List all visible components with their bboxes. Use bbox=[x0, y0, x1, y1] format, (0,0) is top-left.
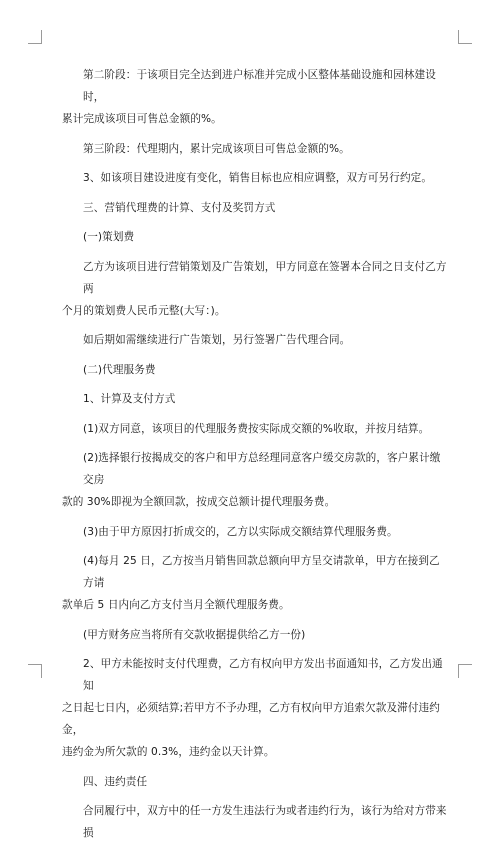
crop-mark-top-left bbox=[28, 30, 42, 44]
paragraph bbox=[62, 359, 447, 381]
paragraph-line: 第三阶段：代理期内，累计完成该项目可售总金额的%。 bbox=[83, 142, 350, 155]
document-body bbox=[62, 64, 447, 852]
paragraph-line: 三、营销代理费的计算、支付及奖罚方式 bbox=[83, 201, 276, 214]
paragraph-line: 之日起七日内，必须结算;若甲方不予办理，乙方有权向甲方追索欠款及滞付违约金， bbox=[62, 702, 440, 736]
paragraph-line: 第二阶段：于该项目完全达到进户标准并完成小区整体基础设施和园林建设时， bbox=[83, 69, 436, 103]
crop-mark-bottom-right bbox=[458, 664, 472, 678]
paragraph bbox=[62, 550, 447, 616]
paragraph bbox=[62, 418, 447, 440]
paragraph-line: (3)由于甲方原因打折成交的，乙方以实际成交额结算代理服务费。 bbox=[83, 525, 398, 538]
paragraph-line: (甲方财务应当将所有交款收据提供给乙方一份) bbox=[83, 628, 306, 641]
paragraph bbox=[62, 447, 447, 513]
paragraph bbox=[62, 800, 447, 844]
paragraph-line: 如后期如需继续进行广告策划，另行签署广告代理合同。 bbox=[83, 334, 351, 346]
paragraph bbox=[62, 521, 447, 543]
paragraph-line: (4)每月 25 日，乙方按当月销售回款总额向甲方呈交请款单，甲方在接到乙方请 bbox=[83, 555, 440, 589]
paragraph-line: 累计完成该项目可售总金额的%。 bbox=[62, 113, 222, 125]
paragraph-line: 款的 30%即视为全额回款，按成交总额计提代理服务费。 bbox=[62, 496, 336, 508]
paragraph-line: (二)代理服务费 bbox=[83, 363, 156, 376]
paragraph-line: 合同履行中，双方中的任一方发生违法行为或者违约行为，该行为给对方带来损 bbox=[83, 805, 447, 839]
paragraph bbox=[62, 64, 447, 130]
paragraph-line: (1)双方同意，该项目的代理服务费按实际成交额的%收取，并按月结算。 bbox=[83, 422, 430, 435]
paragraph bbox=[62, 771, 447, 793]
paragraph-line: (一)策划费 bbox=[83, 231, 135, 243]
paragraph bbox=[62, 226, 447, 248]
paragraph bbox=[62, 138, 447, 160]
crop-mark-bottom-left bbox=[28, 664, 42, 678]
paragraph-line: 四、违约责任 bbox=[83, 775, 148, 788]
paragraph-line: 1、计算及支付方式 bbox=[83, 393, 176, 405]
paragraph-line: 违约金为所欠款的 0.3%，违约金以天计算。 bbox=[62, 746, 275, 758]
paragraph-line: (2)选择银行按揭成交的客户和甲方总经理同意客户缓交房款的，客户累计缴交房 bbox=[83, 452, 441, 486]
crop-mark-top-right bbox=[458, 30, 472, 44]
paragraph bbox=[62, 256, 447, 322]
paragraph bbox=[62, 329, 447, 351]
paragraph bbox=[62, 653, 447, 763]
paragraph bbox=[62, 197, 447, 219]
paragraph-line: 3、如该项目建设进度有变化，销售目标也应相应调整，双方可另行约定。 bbox=[83, 172, 433, 184]
paragraph bbox=[62, 388, 447, 410]
paragraph-line: 款单后 5 日内向乙方支付当月全额代理服务费。 bbox=[62, 599, 290, 611]
paragraph-line: 乙方为该项目进行营销策划及广告策划，甲方同意在签署本合同之日支付乙方两 bbox=[83, 260, 447, 295]
paragraph bbox=[62, 624, 447, 646]
paragraph-line: 个月的策划费人民币元整(大写：)。 bbox=[62, 304, 226, 317]
paragraph-line: 2、甲方未能按时支付代理费，乙方有权向甲方发出书面通知书，乙方发出通知 bbox=[83, 658, 443, 692]
paragraph bbox=[62, 167, 447, 189]
